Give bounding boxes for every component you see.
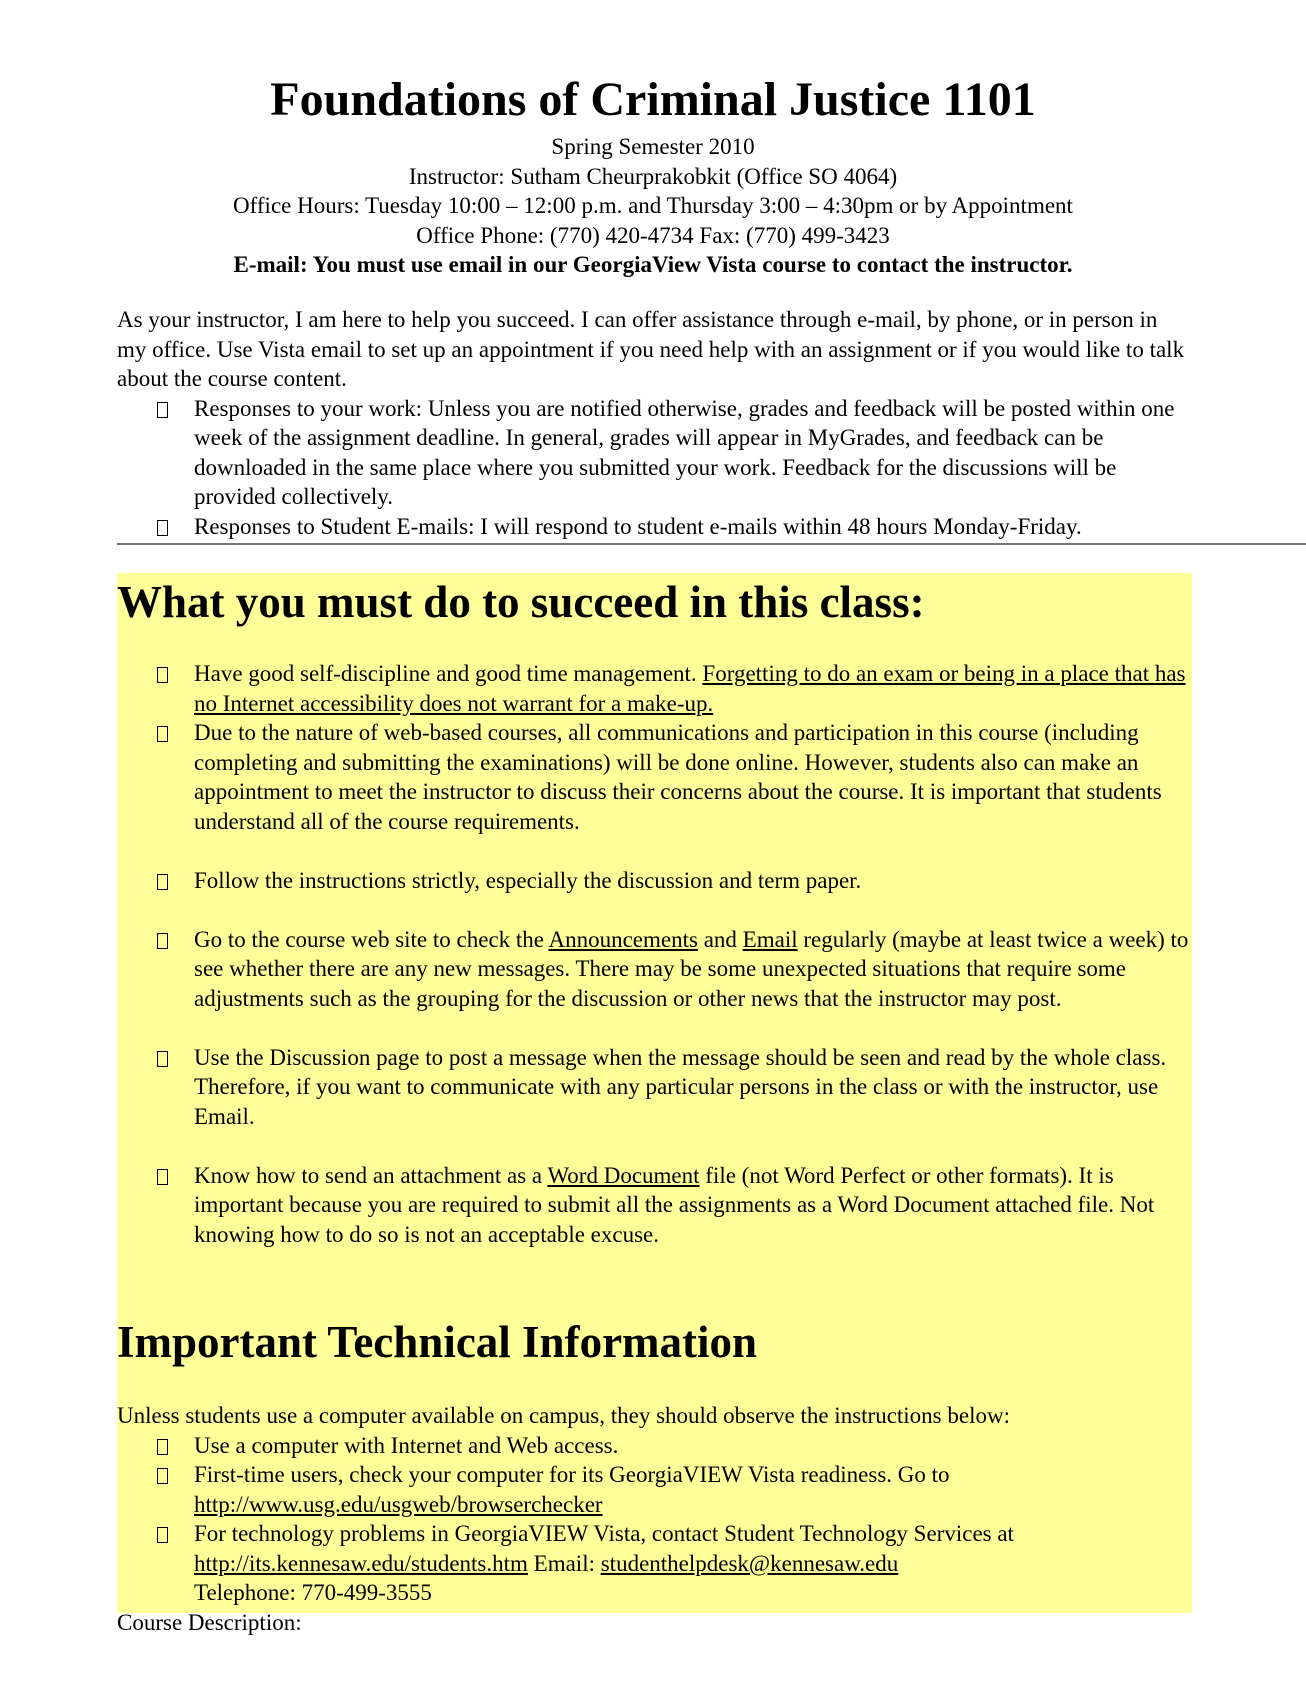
email-note: E-mail: You must use email in our GeorgiaView Vista course to contact the instructor. bbox=[233, 252, 1073, 277]
list-item bbox=[117, 1460, 1192, 1519]
list-item bbox=[117, 1161, 1197, 1250]
list-item bbox=[117, 394, 1192, 512]
bullet-box-icon bbox=[157, 874, 168, 890]
list-item-text: Use a computer with Internet and Web access. bbox=[194, 1432, 619, 1458]
list-item bbox=[117, 512, 1192, 542]
technical-section bbox=[117, 1401, 1192, 1608]
course-header bbox=[0, 68, 1306, 280]
its-students-link[interactable]: http://its.kennesaw.edu/students.htm bbox=[194, 1550, 528, 1576]
list-item-text: First-time users, check your computer for its GeorgiaVIEW Vista readiness. Go to bbox=[194, 1462, 950, 1487]
bullet-box-icon bbox=[157, 1468, 168, 1484]
horizontal-divider bbox=[117, 543, 1306, 545]
bullet-box-icon bbox=[157, 1439, 168, 1455]
helpdesk-phone: Telephone: 770-499-3555 bbox=[194, 1580, 432, 1605]
list-item bbox=[117, 925, 1197, 1014]
list-item bbox=[117, 1431, 1192, 1461]
bullet-box-icon bbox=[157, 520, 168, 536]
list-item-text: Know how to send an attachment as a bbox=[194, 1162, 548, 1188]
word-document-link[interactable]: Word Document bbox=[547, 1162, 700, 1188]
course-title: Foundations of Criminal Justice 1101 bbox=[270, 73, 1036, 126]
list-item-text: Follow the instructions strictly, especially the discussion and term paper. bbox=[194, 867, 862, 893]
list-item bbox=[117, 718, 1197, 836]
course-description-label: Course Description: bbox=[117, 1610, 302, 1635]
intro-paragraph: As your instructor, I am here to help you succeed. I can offer assistance through e-mail, by phone, or in person in my office. Use Vista email to set up an appointment if you need help with an assignment or if you would like to talk about the course content. bbox=[117, 307, 1185, 391]
intro-section bbox=[117, 305, 1192, 541]
list-item-text: and bbox=[697, 926, 743, 952]
email-link[interactable]: Email bbox=[742, 926, 798, 952]
list-item bbox=[117, 1043, 1197, 1132]
list-item-text: Responses to your work: Unless you are notified otherwise, grades and feedback will be posted within one week of the assignment deadline. In general, grades will appear in MyGrades, and feedback can be downloaded in the same place where you submitted your work. Feedback for the discussions will be provided collectively. bbox=[194, 395, 1175, 509]
technical-intro: Unless students use a computer available on campus, they should observe the instructions below: bbox=[117, 1403, 1010, 1428]
list-item-text: Email: bbox=[527, 1550, 601, 1576]
phone-line: Office Phone: (770) 420-4734 Fax: (770) 499-3423 bbox=[416, 222, 890, 248]
announcements-link[interactable]: Announcements bbox=[548, 926, 698, 952]
helpdesk-email-link[interactable]: studenthelpdesk@kennesaw.edu bbox=[600, 1550, 899, 1576]
list-item-text: Responses to Student E-mails: I will respond to student e-mails within 48 hours Monday-Friday. bbox=[194, 513, 1082, 539]
list-item-text: file (not Word Perfect or other formats). It is important because you are required to submit all the assignments as a Word Document attached file. Not knowing how to do so is not an acceptable excuse. bbox=[194, 1162, 1155, 1247]
bullet-box-icon bbox=[157, 1169, 168, 1185]
technical-list bbox=[117, 1431, 1192, 1608]
browser-checker-link[interactable]: http://www.usg.edu/usgweb/browserchecker bbox=[194, 1491, 603, 1517]
instructor-line: Instructor: Sutham Cheurprakobkit (Office SO 4064) bbox=[408, 163, 898, 189]
intro-bullet-list bbox=[117, 394, 1192, 542]
bullet-box-icon bbox=[157, 933, 168, 949]
list-item-text: Due to the nature of web-based courses, all communications and participation in this course (including completing and submitting the examinations) will be done online. However, students also can make an appointment to meet the instructor to discuss their concerns about the course. It is important that students understand all of the course requirements. bbox=[194, 720, 1162, 834]
technical-heading: Important Technical Information bbox=[117, 1317, 758, 1367]
bullet-box-icon bbox=[157, 726, 168, 742]
list-item bbox=[117, 659, 1197, 718]
bullet-box-icon bbox=[157, 1527, 168, 1543]
succeed-heading: What you must do to succeed in this class: bbox=[117, 577, 925, 627]
list-item bbox=[117, 866, 1197, 896]
semester-line: Spring Semester 2010 bbox=[551, 134, 755, 159]
list-item-text: Use the Discussion page to post a message when the message should be seen and read by the whole class. Therefore, if you want to communicate with any particular persons in the class or with the instructor, use Email. bbox=[194, 1044, 1167, 1129]
make-up-warning: Forgetting to do an exam or being in a place that has no Internet accessibility does not warrant for a make-up. bbox=[194, 661, 1186, 716]
list-item-text: Go to the course web site to check the bbox=[194, 926, 549, 952]
list-item-text: regularly (maybe at least twice a week) to see whether there are any new messages. There may be some unexpected situations that require some adjustments such as the grouping for the discussion or other news that the instructor may post. bbox=[194, 926, 1189, 1011]
bullet-box-icon bbox=[157, 1051, 168, 1067]
list-item bbox=[117, 1519, 1192, 1608]
office-hours-line: Office Hours: Tuesday 10:00 – 12:00 p.m. and Thursday 3:00 – 4:30pm or by Appointment bbox=[233, 193, 1073, 218]
list-item-text: For technology problems in GeorgiaVIEW Vista, contact Student Technology Services at bbox=[194, 1521, 1014, 1546]
bullet-box-icon bbox=[157, 667, 168, 683]
list-item-text: Have good self-discipline and good time management. bbox=[194, 661, 703, 686]
succeed-list bbox=[117, 659, 1197, 1249]
bullet-box-icon bbox=[157, 402, 168, 418]
